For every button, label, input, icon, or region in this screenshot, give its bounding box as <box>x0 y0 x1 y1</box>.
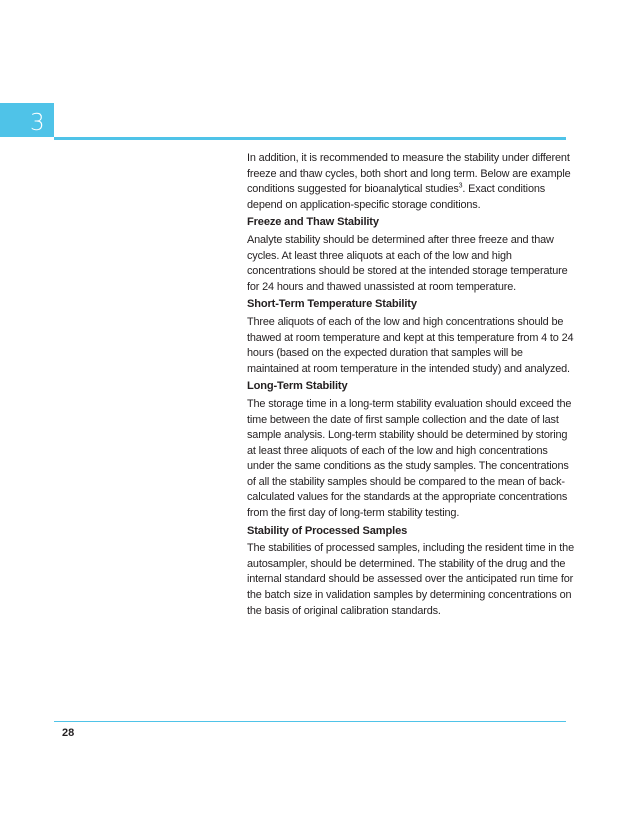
intro-text-end: . Exact conditions depend on application-specific storage conditions. <box>247 183 546 211</box>
section-heading-long-term: Long-Term Stability <box>247 380 348 393</box>
section-heading-short-term: Short-Term Temperature Stability <box>247 298 417 311</box>
chapter-tab <box>0 103 54 137</box>
section-heading-processed-samples: Stability of Processed Samples <box>247 524 408 537</box>
footer-divider <box>54 721 566 722</box>
section-body-freeze-thaw: Analyte stability should be determined after three freeze and thaw cycles. At least three aliquots at each of the low and high concentrations should be stored at the intended storage temperature for 24 hours and thawed unassisted at room temperature. <box>247 233 568 293</box>
intro-text: In addition, it is recommended to measure the stability under different freeze and thaw cycles, both short and long term. Below are example conditions suggested for bioanalytical studies <box>247 152 571 196</box>
page-number: 28 <box>62 727 75 739</box>
reference-superscript: 3 <box>458 182 463 190</box>
chapter-number: 3 <box>30 110 45 136</box>
section-heading-freeze-thaw: Freeze and Thaw Stability <box>247 216 379 229</box>
header-divider <box>54 137 566 140</box>
section-body-processed-samples: The stabilities of processed samples, including the resident time in the autosampler, should be determined. The stability of the drug and the internal standard should be assessed over the anticipated run time for the batch size in validation samples by determining concentrations on the basis of original calibration standards. <box>247 542 574 617</box>
intro-paragraph <box>247 151 577 213</box>
section-body-short-term: Three aliquots of each of the low and high concentrations should be thawed at room temperature and kept at this temperature from 4 to 24 hours (based on the expected duration that samples will be maintained at room temperature in the intended study) and analyzed. <box>247 315 574 375</box>
section-body-long-term: The storage time in a long-term stability evaluation should exceed the time between the date of first sample collection and the date of last sample analysis. Long-term stability should be determined by storing at least three aliquots of each of the low and high concentrations under the same conditions as the study samples. The concentrations of all the stability samples should be compared to the mean of back-calculated values for the standards at the appropriate concentrations from the first day of long-term stability testing. <box>247 397 572 520</box>
main-content <box>247 151 577 620</box>
